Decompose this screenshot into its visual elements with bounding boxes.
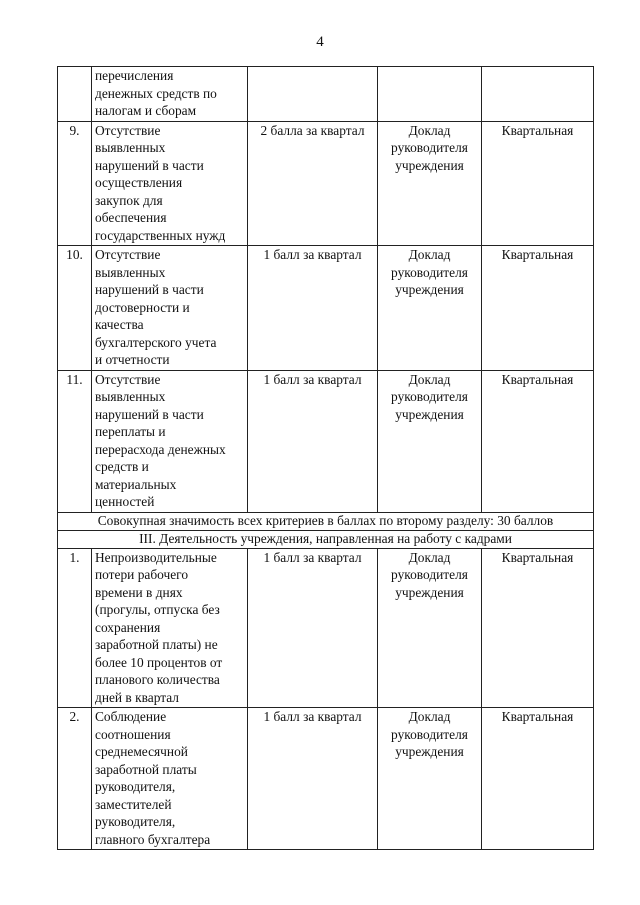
source-cell: Доклад руководителя учреждения bbox=[378, 370, 482, 512]
page-number: 4 bbox=[316, 34, 324, 50]
period-cell: Квартальная bbox=[482, 708, 594, 850]
criterion-text: Соблюдение соотношения среднемесячной заработной платы руководителя, заместителей руководителя, главного бухгалтера bbox=[92, 708, 248, 850]
section-2-total: Совокупная значимость всех критериев в баллах по второму разделу: 30 баллов bbox=[58, 512, 594, 530]
score-cell bbox=[248, 67, 378, 122]
row-number: 1. bbox=[58, 548, 92, 708]
score-cell: 2 балла за квартал bbox=[248, 121, 378, 246]
score-cell: 1 балл за квартал bbox=[248, 246, 378, 371]
section-heading-row bbox=[58, 530, 594, 548]
period-cell: Квартальная bbox=[482, 370, 594, 512]
criterion-text: Отсутствие выявленных нарушений в части достоверности и качества бухгалтерского учета и отчетности bbox=[92, 246, 248, 371]
row-number bbox=[58, 67, 92, 122]
row-number: 11. bbox=[58, 370, 92, 512]
table-row bbox=[58, 121, 594, 246]
source-cell: Доклад руководителя учреждения bbox=[378, 708, 482, 850]
table-row bbox=[58, 708, 594, 850]
table-row bbox=[58, 246, 594, 371]
section-total-row bbox=[58, 512, 594, 530]
criterion-text: Отсутствие выявленных нарушений в части осуществления закупок для обеспечения государственных нужд bbox=[92, 121, 248, 246]
period-cell: Квартальная bbox=[482, 548, 594, 708]
criterion-text: Непроизводительные потери рабочего времени в днях (прогулы, отпуска без сохранения заработной платы) не более 10 процентов от планового количества дней в квартал bbox=[92, 548, 248, 708]
period-cell: Квартальная bbox=[482, 246, 594, 371]
source-cell: Доклад руководителя учреждения bbox=[378, 548, 482, 708]
row-number: 9. bbox=[58, 121, 92, 246]
score-cell: 1 балл за квартал bbox=[248, 708, 378, 850]
table-row bbox=[58, 548, 594, 708]
section-3-title: III. Деятельность учреждения, направленная на работу с кадрами bbox=[58, 530, 594, 548]
period-cell bbox=[482, 67, 594, 122]
criteria-table bbox=[57, 66, 594, 850]
row-number: 10. bbox=[58, 246, 92, 371]
criterion-text: Отсутствие выявленных нарушений в части переплаты и перерасхода денежных средств и материальных ценностей bbox=[92, 370, 248, 512]
row-number: 2. bbox=[58, 708, 92, 850]
source-cell: Доклад руководителя учреждения bbox=[378, 121, 482, 246]
score-cell: 1 балл за квартал bbox=[248, 370, 378, 512]
table-row bbox=[58, 67, 594, 122]
score-cell: 1 балл за квартал bbox=[248, 548, 378, 708]
source-cell: Доклад руководителя учреждения bbox=[378, 246, 482, 371]
period-cell: Квартальная bbox=[482, 121, 594, 246]
table-row bbox=[58, 370, 594, 512]
source-cell bbox=[378, 67, 482, 122]
criterion-text: перечисления денежных средств по налогам и сборам bbox=[92, 67, 248, 122]
